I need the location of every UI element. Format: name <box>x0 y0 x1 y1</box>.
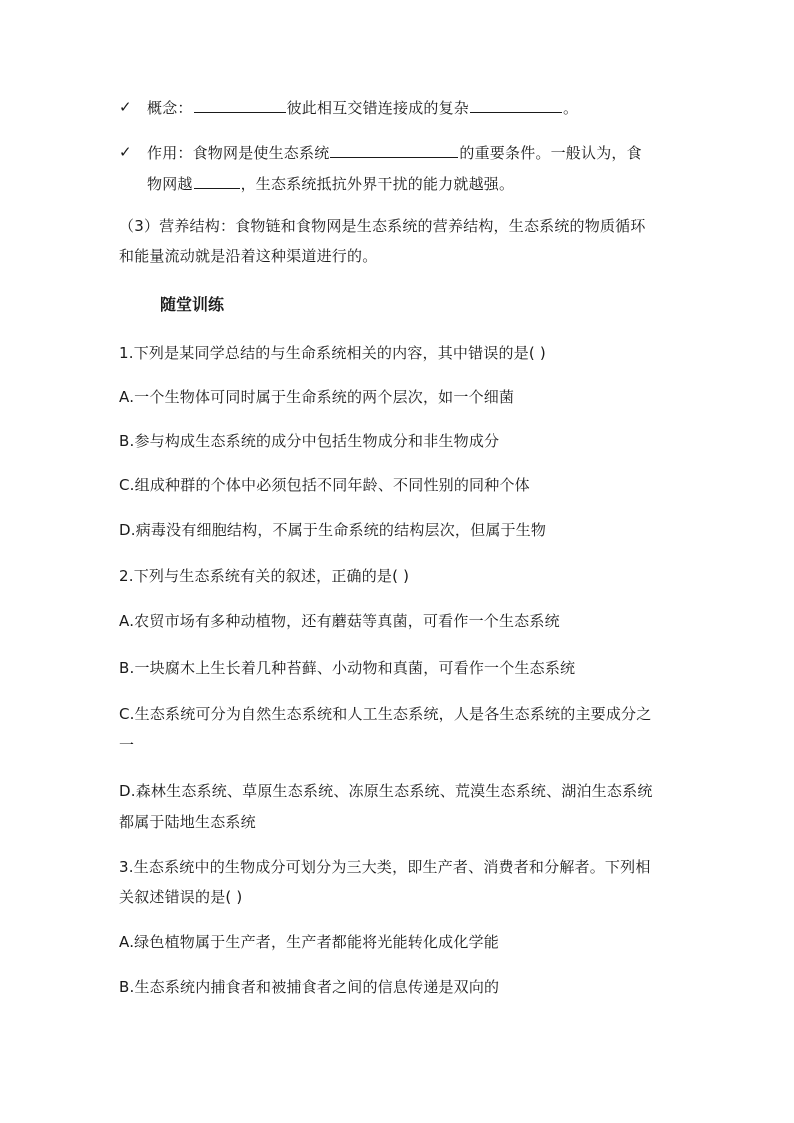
q2-option-b: B.一块腐木上生长着几种苔藓、小动物和真菌，可看作一个生态系统 <box>119 659 576 677</box>
q2-option-d-line-1: D.森林生态系统、草原生态系统、冻原生态系统、荒漠生态系统、湖泊生态系统 <box>119 782 653 800</box>
q1-stem: 1.下列是某同学总结的与生命系统相关的内容，其中错误的是( ) <box>119 344 546 362</box>
nutrition-line-1: （3）营养结构：食物链和食物网是生态系统的营养结构，生态系统的物质循环 <box>119 217 646 235</box>
q2-option-a: A.农贸市场有多种动植物，还有蘑菇等真菌，可看作一个生态系统 <box>119 612 560 630</box>
q3-stem-line-1: 3.生态系统中的生物成分可划分为三大类，即生产者、消费者和分解者。下列相 <box>119 858 651 876</box>
role-mid: 的重要条件。一般认为，食 <box>459 144 642 162</box>
concept-end: 。 <box>563 99 579 117</box>
role-line2-end: ，生态系统抵抗外界干扰的能力就越强。 <box>240 175 515 193</box>
q2-option-d-line-2: 都属于陆地生态系统 <box>119 813 256 831</box>
role-line2-start: 物网越 <box>147 175 193 193</box>
concept-line <box>147 96 578 119</box>
concept-blank-2[interactable] <box>470 96 562 113</box>
q2-option-c-line-2: 一 <box>119 736 135 754</box>
q2-stem: 2.下列与生态系统有关的叙述，正确的是( ) <box>119 567 410 585</box>
nutrition-line-2: 和能量流动就是沿着这种渠道进行的。 <box>119 247 378 265</box>
check-icon: ✓ <box>119 98 132 116</box>
q1-option-b: B.参与构成生态系统的成分中包括生物成分和非生物成分 <box>119 432 500 450</box>
q3-option-b: B.生态系统内捕食者和被捕食者之间的信息传递是双向的 <box>119 978 500 996</box>
role-blank-1[interactable] <box>330 141 458 158</box>
q2-option-c-line-1: C.生态系统可分为自然生态系统和人工生态系统，人是各生态系统的主要成分之 <box>119 705 652 723</box>
section-title: 随堂训练 <box>160 295 225 314</box>
q1-option-d: D.病毒没有细胞结构，不属于生命系统的结构层次，但属于生物 <box>119 521 547 539</box>
q1-option-c: C.组成种群的个体中必须包括不同年龄、不同性别的同种个体 <box>119 476 530 494</box>
role-blank-2[interactable] <box>194 172 240 189</box>
role-label: 作用：食物网是使生态系统 <box>147 144 330 162</box>
q1-option-a: A.一个生物体可同时属于生命系统的两个层次，如一个细菌 <box>119 388 515 406</box>
check-icon: ✓ <box>119 143 132 161</box>
concept-blank-1[interactable] <box>194 96 286 113</box>
role-line-1 <box>147 141 642 164</box>
concept-mid: 彼此相互交错连接成的复杂 <box>286 99 470 117</box>
concept-label: 概念： <box>147 99 193 117</box>
q3-option-a: A.绿色植物属于生产者，生产者都能将光能转化成化学能 <box>119 933 499 951</box>
q3-stem-line-2: 关叙述错误的是( ) <box>119 888 243 906</box>
role-line-2 <box>147 172 514 195</box>
